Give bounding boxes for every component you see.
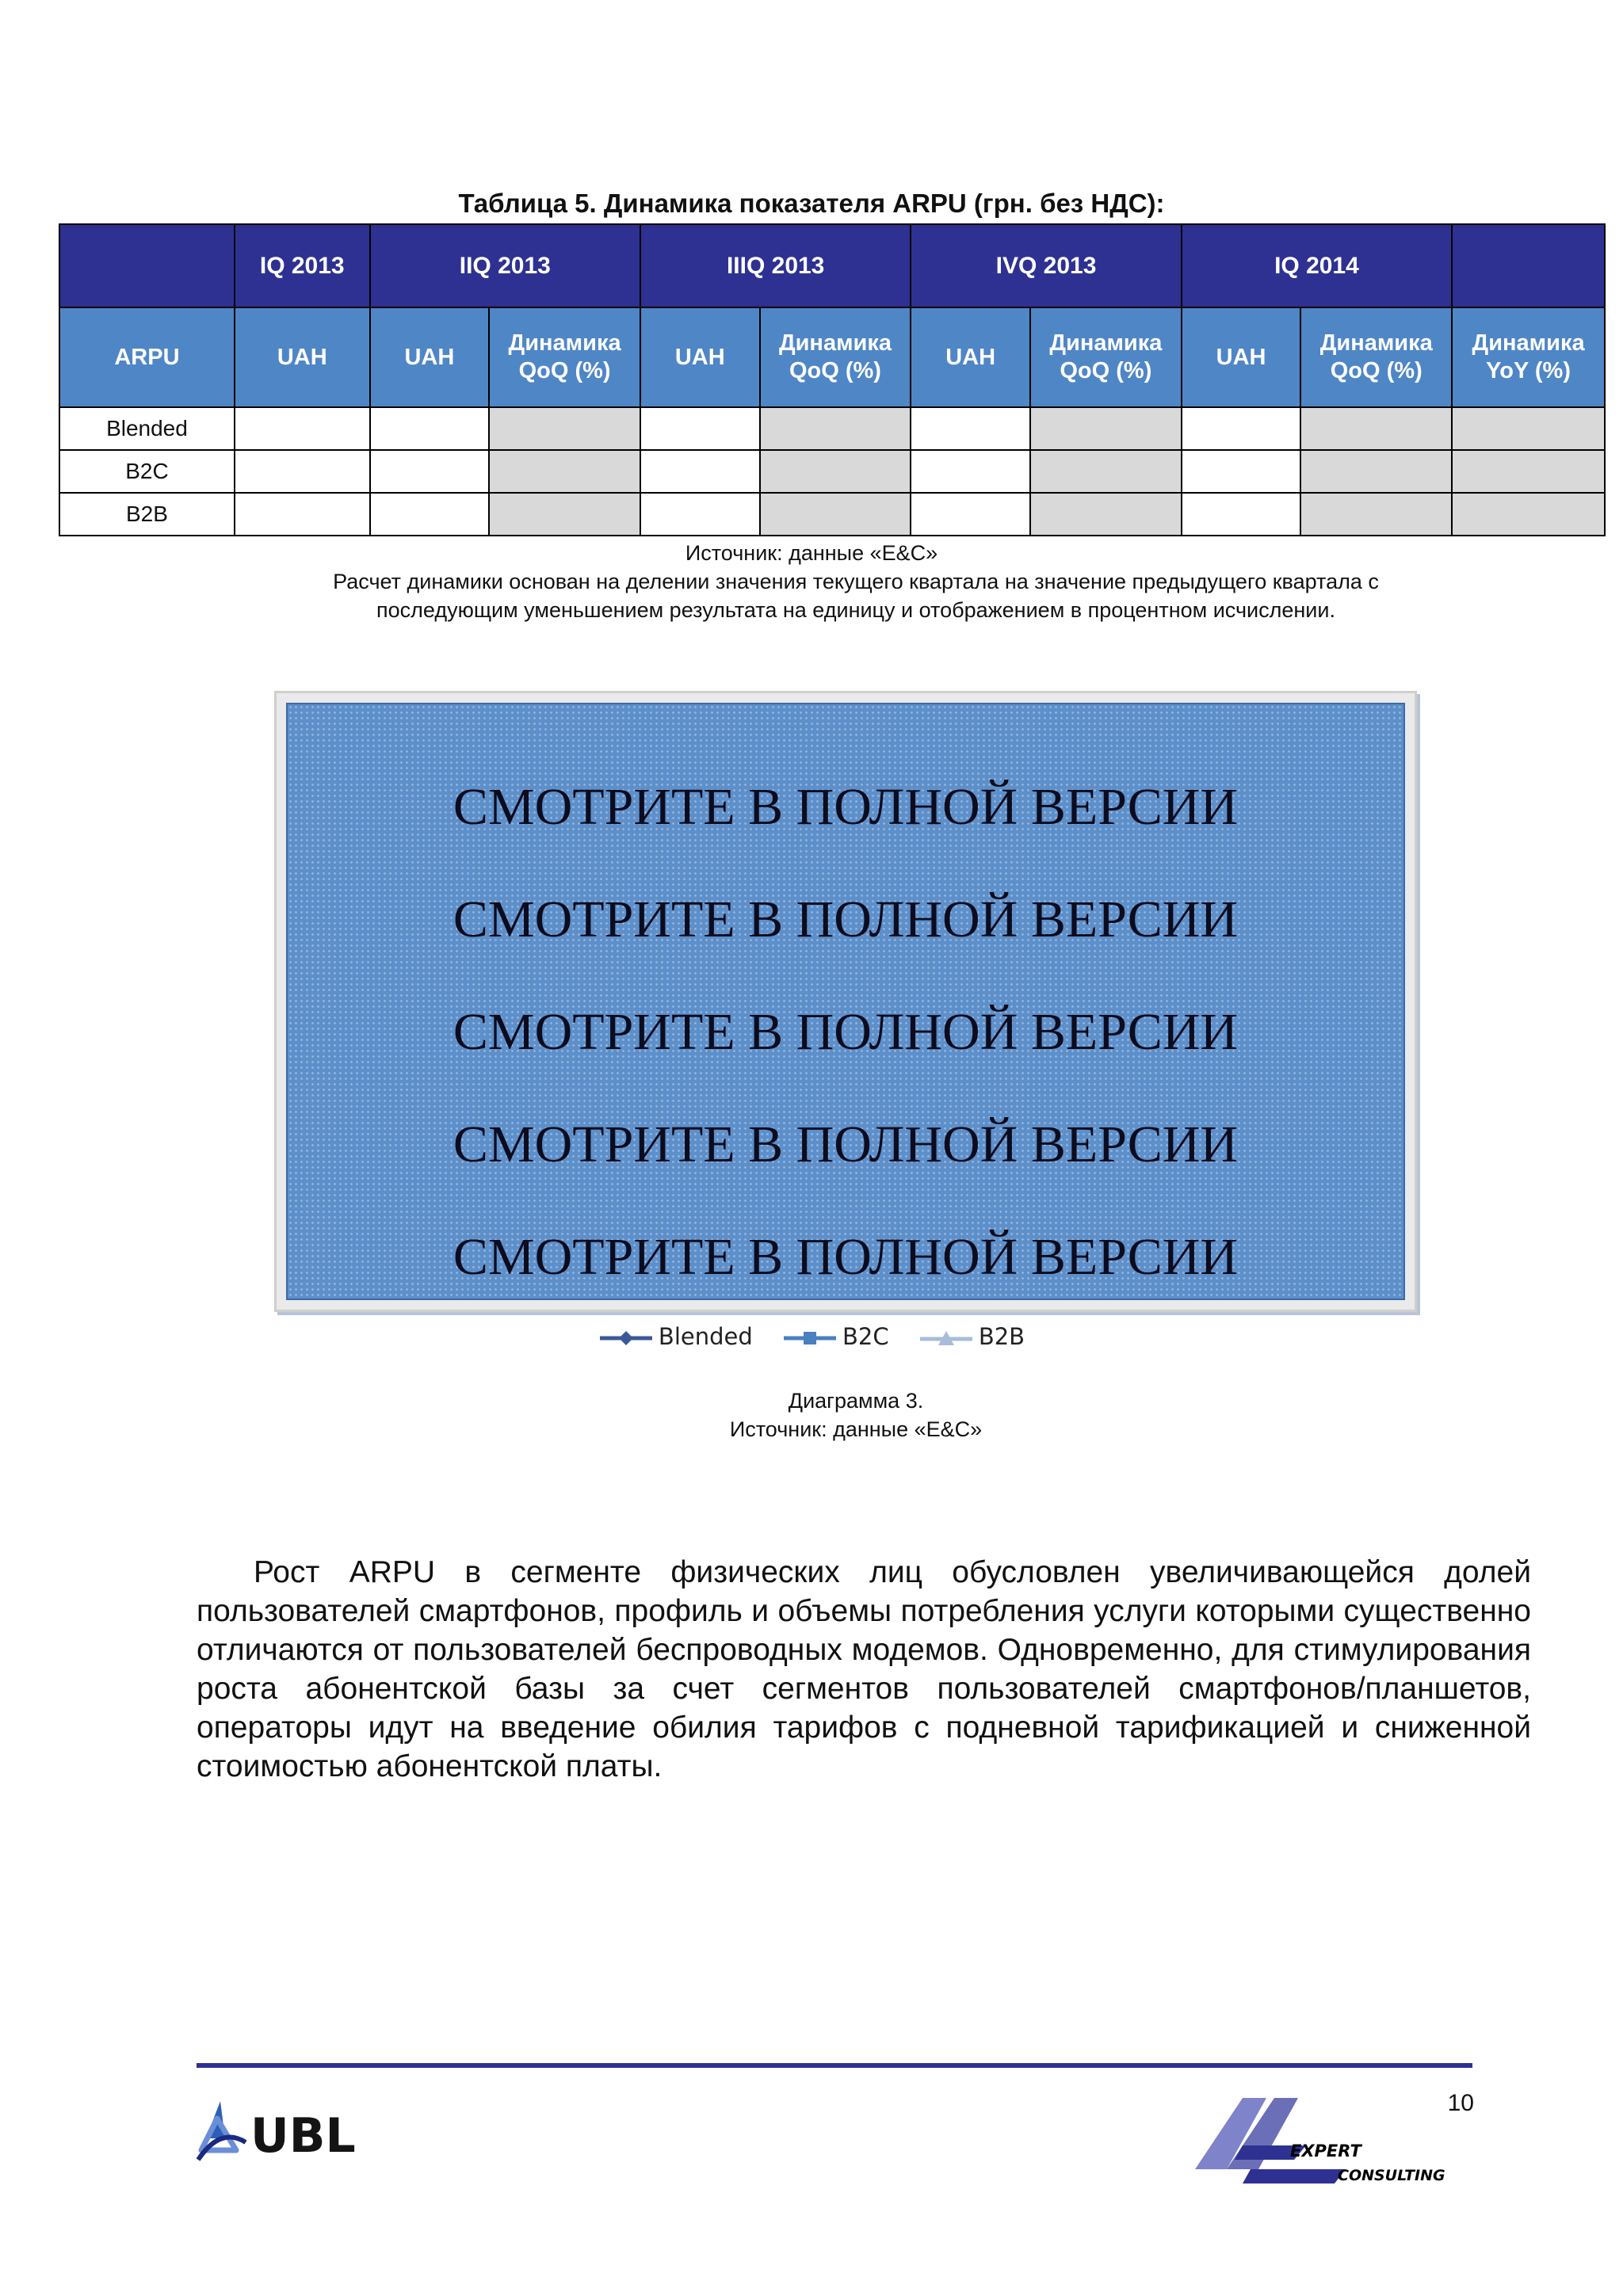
table-cell [370,407,490,450]
header-quarter: IIQ 2013 [370,224,640,307]
header-uah: UAH [235,307,370,407]
header-empty-cell [59,224,235,307]
table-cell [640,407,760,450]
header-qoq: Динамика QoQ (%) [489,307,640,407]
page-number: 10 [1447,2090,1474,2116]
logo-text-consulting: CONSULTING [1338,2167,1445,2184]
table-cell [760,450,911,493]
table-note-line2: последующим уменьшением результата на единицу и отображением в процентном исчислении. [376,598,1335,622]
table-cell [760,493,911,536]
table-row [59,493,1605,536]
table-cell [1182,450,1301,493]
table-cell [1182,493,1301,536]
header-uah: UAH [640,307,760,407]
table-cell [911,450,1030,493]
table-cell [1030,450,1182,493]
row-label: B2C [59,450,235,493]
table-note-line1: Расчет динамики основан на делении значения текущего квартала на значение предыдущего квартала с [333,570,1379,593]
table-cell [1300,450,1452,493]
watermark-text: СМОТРИТЕ В ПОЛНОЙ ВЕРСИИ [453,1116,1239,1173]
chart-legend [0,1322,1623,1350]
header-yoy: Динамика YoY (%) [1452,307,1605,407]
table-cell [760,407,911,450]
chart-source: Источник: данные «E&C» [729,1417,983,1441]
table-cell [489,493,640,536]
header-quarter: IQ 2013 [235,224,370,307]
chart-plot-area [286,703,1405,1300]
header-quarter: IIIQ 2013 [640,224,911,307]
table-cell [489,407,640,450]
table-cell [1452,493,1605,536]
table-header-quarters [59,224,1605,307]
table-cell [1182,407,1301,450]
header-uah: UAH [370,307,490,407]
table-header-metrics [59,307,1605,407]
diamond-marker-icon [598,1330,654,1346]
watermark-text: СМОТРИТЕ В ПОЛНОЙ ВЕРСИИ [453,1228,1239,1286]
paragraph-text: Рост ARPU в сегменте физических лиц обусловлен увеличивающейся долей пользователей смартфонов, профиль и объемы потребления услуги которыми существенно отличаются от пользователей беспроводных модемов. Одновременно, для стимулирования роста абонентской базы за счет сегментов пользователей смартфонов/планшетов, операторы идут на введение обилия тарифов с подневной тарификацией и сниженной стоимостью абонентской платы. [197,1555,1531,1783]
body-paragraph [197,1553,1531,1786]
ubl-logo-icon [197,2095,403,2166]
table-cell [640,493,760,536]
table-cell [1300,407,1452,450]
chart-label: Диаграмма 3. [788,1389,924,1413]
table-row [59,407,1605,450]
expert-consulting-logo-icon [1195,2090,1480,2193]
table-row [59,450,1605,493]
table-cell [370,493,490,536]
table-cell [1030,407,1182,450]
square-marker-icon [782,1330,838,1346]
table-cell [489,450,640,493]
header-empty-cell [1452,224,1605,307]
table-cell [370,450,490,493]
table-cell [911,493,1030,536]
header-uah: UAH [911,307,1030,407]
header-qoq: Динамика QoQ (%) [1030,307,1182,407]
header-quarter: IVQ 2013 [911,224,1181,307]
logo-text-expert: EXPERT [1290,2142,1361,2161]
watermark-text: СМОТРИТЕ В ПОЛНОЙ ВЕРСИИ [453,1003,1239,1061]
table-cell [640,450,760,493]
table-cell [235,450,370,493]
chart-placeholder [274,691,1417,1312]
watermark-text: СМОТРИТЕ В ПОЛНОЙ ВЕРСИИ [453,778,1239,836]
header-qoq: Динамика QoQ (%) [760,307,911,407]
table-title: Таблица 5. Динамика показателя ARPU (грн. без НДС): [458,189,1165,218]
table-source: Источник: данные «E&C» [685,541,938,565]
header-uah: UAH [1182,307,1301,407]
header-arpu: ARPU [59,307,235,407]
header-quarter: IQ 2014 [1182,224,1452,307]
arpu-table [59,223,1606,536]
row-label: B2B [59,493,235,536]
table-cell [1030,493,1182,536]
triangle-marker-icon [918,1330,974,1346]
legend-item-b2c: B2C [782,1323,889,1350]
table-cell [1452,450,1605,493]
table-cell [911,407,1030,450]
header-qoq: Динамика QoQ (%) [1300,307,1452,407]
table-cell [235,493,370,536]
table-cell [1300,493,1452,536]
footer-rule [197,2063,1472,2068]
table-cell [235,407,370,450]
legend-item-b2b: B2B [918,1323,1025,1350]
legend-item-blended: Blended [598,1323,753,1350]
ubl-logo-text: UBL [250,2108,356,2164]
row-label: Blended [59,407,235,450]
watermark-text: СМОТРИТЕ В ПОЛНОЙ ВЕРСИИ [453,891,1239,948]
table-cell [1452,407,1605,450]
